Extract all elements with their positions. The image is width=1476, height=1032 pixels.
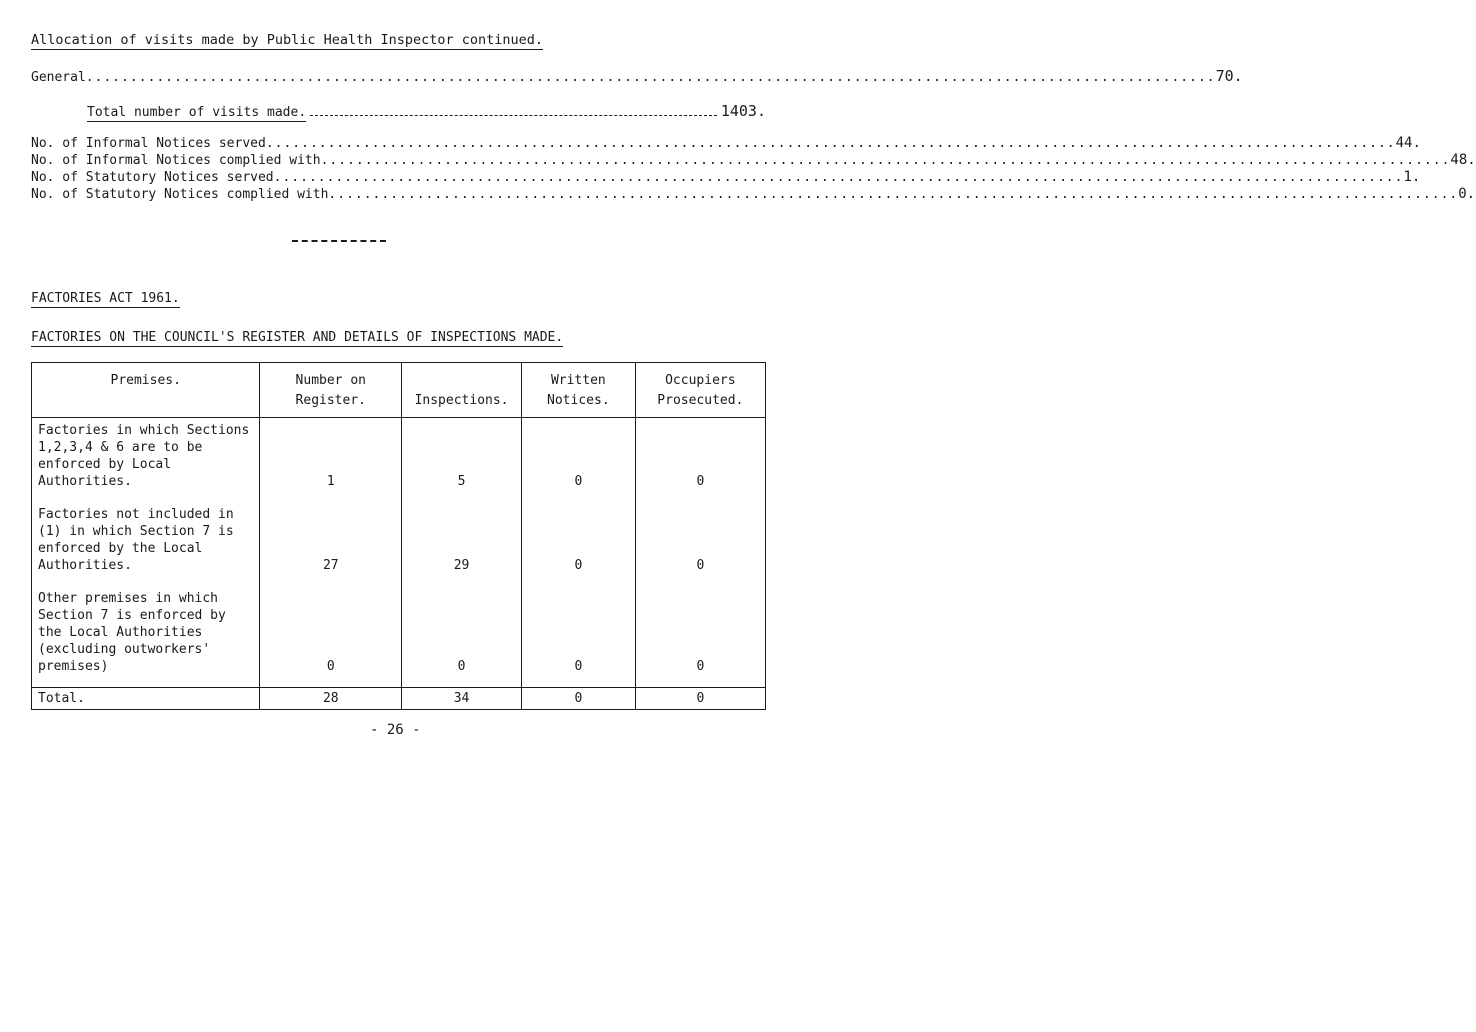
notice-label: No. of Informal Notices served bbox=[31, 136, 266, 151]
total-visits-row bbox=[87, 102, 766, 122]
notice-label: No. of Informal Notices complied with bbox=[31, 153, 321, 168]
dot-leader: ................................................................................................................................ bbox=[320, 153, 1451, 168]
total-visits-value: 1403. bbox=[720, 102, 766, 120]
register-cell: 27 bbox=[260, 502, 402, 586]
premises-cell: Other premises in which Section 7 is enforced by the Local Authorities (excluding outworkers' premises) bbox=[32, 586, 260, 688]
dot-leader: ................................................................................................................................ bbox=[85, 70, 1216, 85]
premises-cell: Factories in which Sections 1,2,3,4 & 6 are to be enforced by Local Authorities. bbox=[32, 418, 260, 503]
total-notices: 0 bbox=[522, 688, 636, 710]
total-label: Total. bbox=[32, 688, 260, 710]
register-cell: 0 bbox=[260, 586, 402, 688]
total-register: 28 bbox=[260, 688, 402, 710]
notice-value: 1. bbox=[1403, 169, 1421, 185]
table-header-row bbox=[32, 363, 766, 418]
dot-leader: ................................................................................................................................ bbox=[328, 187, 1459, 202]
inspections-cell: 5 bbox=[402, 418, 522, 503]
notices-cell: 0 bbox=[522, 586, 636, 688]
table-row bbox=[32, 502, 766, 586]
total-inspections: 34 bbox=[402, 688, 522, 710]
dot-leader: ................................................................................................................................ bbox=[273, 170, 1404, 185]
table-row bbox=[32, 418, 766, 503]
notice-label: No. of Statutory Notices complied with bbox=[31, 187, 329, 202]
header-written-notices: Written Notices. bbox=[522, 363, 636, 418]
page-number: - 26 - bbox=[370, 722, 421, 738]
section-divider bbox=[292, 240, 386, 242]
inspections-table bbox=[31, 362, 766, 710]
notice-value: 0. bbox=[1458, 186, 1476, 202]
register-title: FACTORIES ON THE COUNCIL'S REGISTER AND DETAILS OF INSPECTIONS MADE. bbox=[31, 330, 564, 345]
factories-act-title: FACTORIES ACT 1961. bbox=[31, 291, 180, 306]
prosecuted-cell: 0 bbox=[635, 586, 765, 688]
premises-cell: Factories not included in (1) in which Section 7 is enforced by the Local Authorities. bbox=[32, 502, 260, 586]
general-row bbox=[31, 67, 1243, 85]
prosecuted-cell: 0 bbox=[635, 418, 765, 503]
total-visits-label: Total number of visits made. bbox=[87, 105, 307, 120]
dot-leader: ................................................................................................................................ bbox=[265, 136, 1396, 151]
notice-row bbox=[31, 135, 1421, 151]
section-heading: Allocation of visits made by Public Health Inspector continued. bbox=[31, 32, 544, 48]
general-label: General bbox=[31, 70, 86, 85]
header-premises: Premises. bbox=[32, 363, 260, 418]
register-cell: 1 bbox=[260, 418, 402, 503]
prosecuted-cell: 0 bbox=[635, 502, 765, 586]
underline-leader bbox=[310, 103, 717, 116]
inspections-cell: 29 bbox=[402, 502, 522, 586]
inspections-cell: 0 bbox=[402, 586, 522, 688]
notice-row bbox=[31, 169, 1421, 185]
general-value: 70. bbox=[1215, 67, 1243, 85]
notice-label: No. of Statutory Notices served bbox=[31, 170, 274, 185]
notice-value: 48. bbox=[1450, 152, 1476, 168]
header-occupiers-prosecuted: Occupiers Prosecuted. bbox=[635, 363, 765, 418]
notice-value: 44. bbox=[1395, 135, 1421, 151]
table-total-row bbox=[32, 688, 766, 710]
header-number-on-register: Number on Register. bbox=[260, 363, 402, 418]
table-row bbox=[32, 586, 766, 688]
notices-cell: 0 bbox=[522, 502, 636, 586]
notice-row bbox=[31, 152, 1476, 168]
notice-row bbox=[31, 186, 1476, 202]
notices-cell: 0 bbox=[522, 418, 636, 503]
header-inspections: Inspections. bbox=[402, 363, 522, 418]
total-prosecuted: 0 bbox=[635, 688, 765, 710]
